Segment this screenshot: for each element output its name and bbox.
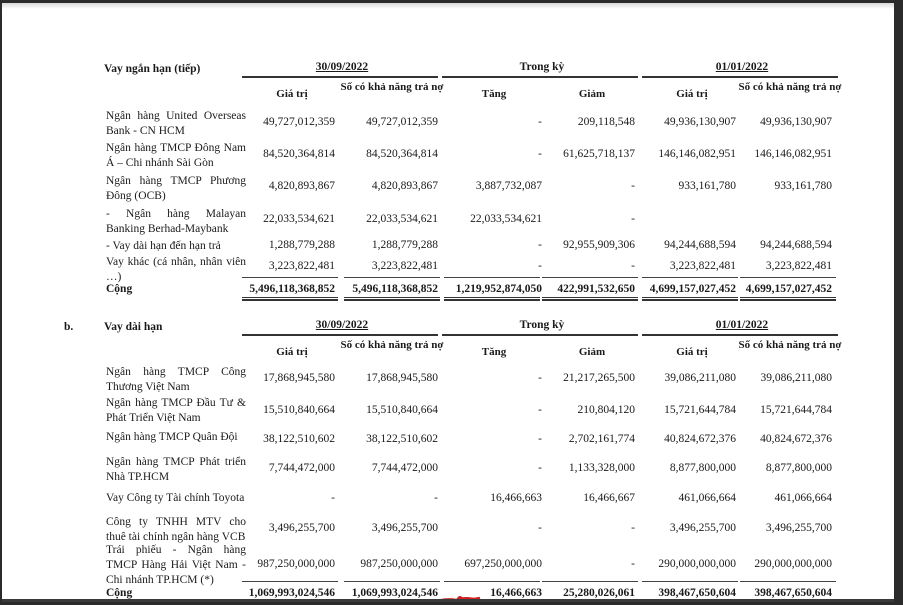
total-cell: 1,219,952,874,050: [455, 283, 542, 295]
table-cell: 39,086,211,080: [760, 372, 832, 384]
table-cell: 1,288,779,288: [371, 239, 438, 251]
table-cell: -: [434, 492, 438, 504]
table-cell: -: [538, 148, 542, 160]
header-rule: [442, 76, 638, 78]
header-rule: [642, 76, 838, 78]
table-cell: 3,496,255,700: [371, 522, 438, 534]
table-cell: 2,702,161,774: [568, 433, 635, 445]
total-label: Cộng: [106, 283, 133, 295]
table-cell: 933,161,780: [678, 180, 736, 192]
page-bottom-edge: [2, 599, 894, 602]
table-cell: 40,824,672,376: [664, 433, 736, 445]
table-cell: 8,877,800,000: [669, 462, 736, 474]
table-cell: 15,721,644,784: [664, 404, 736, 416]
short-term-title: Vay ngắn hạn (tiếp): [104, 63, 201, 75]
column-header: Giá trị: [276, 88, 308, 100]
table-cell: 7,744,472,000: [371, 462, 438, 474]
row-label: Ngân hàng TMCP Phương Đông (OCB): [106, 175, 246, 202]
table-cell: -: [538, 522, 542, 534]
table-cell: 39,086,211,080: [664, 372, 736, 384]
header-rule: [242, 334, 438, 336]
table-cell: 987,250,000,000: [360, 558, 438, 570]
table-cell: -: [631, 260, 635, 272]
table-cell: 3,496,255,700: [765, 522, 832, 534]
long-term-date-start: 01/01/2022: [715, 319, 769, 331]
table-cell: 4,820,893,867: [371, 180, 438, 192]
page-top-shadow: [2, 3, 894, 9]
subtotal-rule: [344, 581, 440, 582]
table-cell: 49,727,012,359: [263, 116, 335, 128]
subtotal-rule: [242, 277, 338, 278]
table-cell: 84,520,364,814: [366, 148, 438, 160]
document-page: [2, 3, 894, 602]
total-double-rule: [642, 297, 738, 301]
table-cell: 987,250,000,000: [257, 558, 335, 570]
subtotal-rule: [740, 581, 836, 582]
row-label: - Vay dài hạn đến hạn trả: [106, 240, 221, 252]
row-label: - Ngân hàng Malayan Banking Berhad-Maybank: [106, 208, 246, 235]
column-header: Số có khả năng trả nợ: [738, 81, 842, 93]
column-header: Giảm: [578, 88, 606, 100]
column-header: Giá trị: [276, 346, 308, 358]
table-cell: -: [538, 239, 542, 251]
table-cell: -: [631, 558, 635, 570]
short-term-date-start: 01/01/2022: [715, 61, 769, 73]
table-cell: 697,250,000,000: [464, 558, 542, 570]
table-cell: 21,217,265,500: [563, 372, 635, 384]
row-label: Ngân hàng TMCP Đầu Tư & Phát Triển Việt Nam: [106, 397, 246, 424]
table-cell: 15,510,840,664: [263, 404, 335, 416]
table-cell: 290,000,000,000: [754, 558, 832, 570]
column-header: Tăng: [481, 346, 507, 358]
row-label: Ngân hàng United Overseas Bank - CN HCM: [106, 110, 246, 137]
table-cell: -: [538, 462, 542, 474]
table-cell: 17,868,945,580: [263, 372, 335, 384]
long-term-date-end: 30/09/2022: [315, 319, 369, 331]
table-cell: 8,877,800,000: [765, 462, 832, 474]
total-cell: 16,466,663: [490, 587, 542, 599]
row-label: Trái phiếu - Ngân hàng TMCP Hàng Hải Việt Nam - Chi nhánh TP.HCM (*): [106, 544, 246, 586]
table-cell: 92,955,909,306: [563, 239, 635, 251]
total-cell: 25,280,026,061: [563, 587, 635, 599]
short-term-date-end: 30/09/2022: [315, 61, 369, 73]
table-cell: -: [538, 404, 542, 416]
table-cell: 15,721,644,784: [760, 404, 832, 416]
total-label: Cộng: [106, 587, 133, 599]
total-double-rule: [344, 297, 440, 301]
table-cell: 461,066,664: [774, 492, 832, 504]
header-rule: [242, 76, 438, 78]
table-cell: 933,161,780: [774, 180, 832, 192]
table-cell: -: [538, 260, 542, 272]
table-cell: 146,146,082,951: [754, 148, 832, 160]
total-cell: 398,467,650,604: [658, 587, 736, 599]
subtotal-rule: [642, 581, 738, 582]
subtotal-rule: [642, 277, 738, 278]
table-cell: 94,244,688,594: [760, 239, 832, 251]
row-label: Vay khác (cá nhân, nhân viên …): [106, 256, 246, 283]
column-header: Giá trị: [676, 346, 708, 358]
subtotal-rule: [242, 581, 338, 582]
row-label: Công ty TNHH MTV cho thuê tài chính ngân hàng VCB: [106, 516, 246, 543]
table-cell: 17,868,945,580: [366, 372, 438, 384]
short-term-period: Trong kỳ: [519, 61, 565, 73]
total-cell: 1,069,993,024,546: [248, 587, 335, 599]
subtotal-rule: [344, 277, 440, 278]
table-cell: 1,133,328,000: [568, 462, 635, 474]
table-cell: 3,223,822,481: [765, 260, 832, 272]
column-header: Tăng: [481, 88, 507, 100]
table-cell: -: [331, 492, 335, 504]
table-cell: 16,466,663: [490, 492, 542, 504]
table-cell: 61,625,718,137: [563, 148, 635, 160]
total-cell: 4,699,157,027,452: [745, 283, 832, 295]
long-term-index: b.: [64, 321, 74, 333]
table-cell: 15,510,840,664: [366, 404, 438, 416]
column-header: Số có khả năng trả nợ: [340, 339, 444, 351]
total-cell: 422,991,532,650: [557, 283, 635, 295]
table-cell: 3,223,822,481: [371, 260, 438, 272]
total-cell: 5,496,118,368,852: [249, 283, 335, 295]
table-cell: 4,820,893,867: [268, 180, 335, 192]
subtotal-rule: [444, 581, 540, 582]
subtotal-rule: [740, 277, 836, 278]
subtotal-rule: [542, 581, 638, 582]
table-cell: 94,244,688,594: [664, 239, 736, 251]
total-double-rule: [740, 297, 836, 301]
table-cell: 22,033,534,621: [470, 213, 542, 225]
table-cell: -: [631, 213, 635, 225]
header-rule: [642, 334, 838, 336]
table-cell: 3,223,822,481: [669, 260, 736, 272]
table-cell: 7,744,472,000: [268, 462, 335, 474]
total-double-rule: [242, 297, 338, 301]
table-cell: -: [538, 116, 542, 128]
table-cell: -: [631, 180, 635, 192]
column-header: Giảm: [578, 346, 606, 358]
row-label: Ngân hàng TMCP Công Thương Việt Nam: [106, 366, 246, 393]
table-cell: 461,066,664: [678, 492, 736, 504]
long-term-period: Trong kỳ: [519, 319, 565, 331]
table-cell: 209,118,548: [577, 116, 635, 128]
table-cell: 290,000,000,000: [658, 558, 736, 570]
table-cell: 210,804,120: [577, 404, 635, 416]
total-cell: 4,699,157,027,452: [649, 283, 736, 295]
total-cell: 398,467,650,604: [754, 587, 832, 599]
table-cell: 3,223,822,481: [268, 260, 335, 272]
table-cell: 146,146,082,951: [658, 148, 736, 160]
total-double-rule: [444, 297, 540, 301]
column-header: Số có khả năng trả nợ: [340, 81, 444, 93]
row-label: Vay Công ty Tài chính Toyota: [106, 492, 245, 504]
subtotal-rule: [542, 277, 638, 278]
total-cell: 1,069,993,024,546: [351, 587, 438, 599]
table-cell: 40,824,672,376: [760, 433, 832, 445]
total-cell: 5,496,118,368,852: [352, 283, 438, 295]
table-cell: 16,466,667: [583, 492, 635, 504]
table-cell: 49,936,130,907: [760, 116, 832, 128]
table-cell: 38,122,510,602: [263, 433, 335, 445]
table-cell: 3,496,255,700: [669, 522, 736, 534]
table-cell: 38,122,510,602: [366, 433, 438, 445]
subtotal-rule: [444, 277, 540, 278]
column-header: Số có khả năng trả nợ: [738, 339, 842, 351]
long-term-title: Vay dài hạn: [104, 321, 163, 333]
table-cell: 49,727,012,359: [366, 116, 438, 128]
row-label: Ngân hàng TMCP Quân Đội: [106, 431, 238, 443]
table-cell: 22,033,534,621: [366, 213, 438, 225]
table-cell: -: [538, 372, 542, 384]
table-cell: -: [631, 522, 635, 534]
table-cell: -: [538, 433, 542, 445]
table-cell: 1,288,779,288: [268, 239, 335, 251]
header-rule: [442, 334, 638, 336]
total-double-rule: [542, 297, 638, 301]
table-cell: 49,936,130,907: [664, 116, 736, 128]
row-label: Ngân hàng TMCP Đông Nam Á – Chi nhánh Sài Gòn: [106, 142, 246, 169]
table-cell: 3,496,255,700: [268, 522, 335, 534]
table-cell: 3,887,732,087: [475, 180, 542, 192]
table-cell: 22,033,534,621: [263, 213, 335, 225]
column-header: Giá trị: [676, 88, 708, 100]
row-label: Ngân hàng TMCP Phát triển Nhà TP.HCM: [106, 456, 246, 483]
table-cell: 84,520,364,814: [263, 148, 335, 160]
